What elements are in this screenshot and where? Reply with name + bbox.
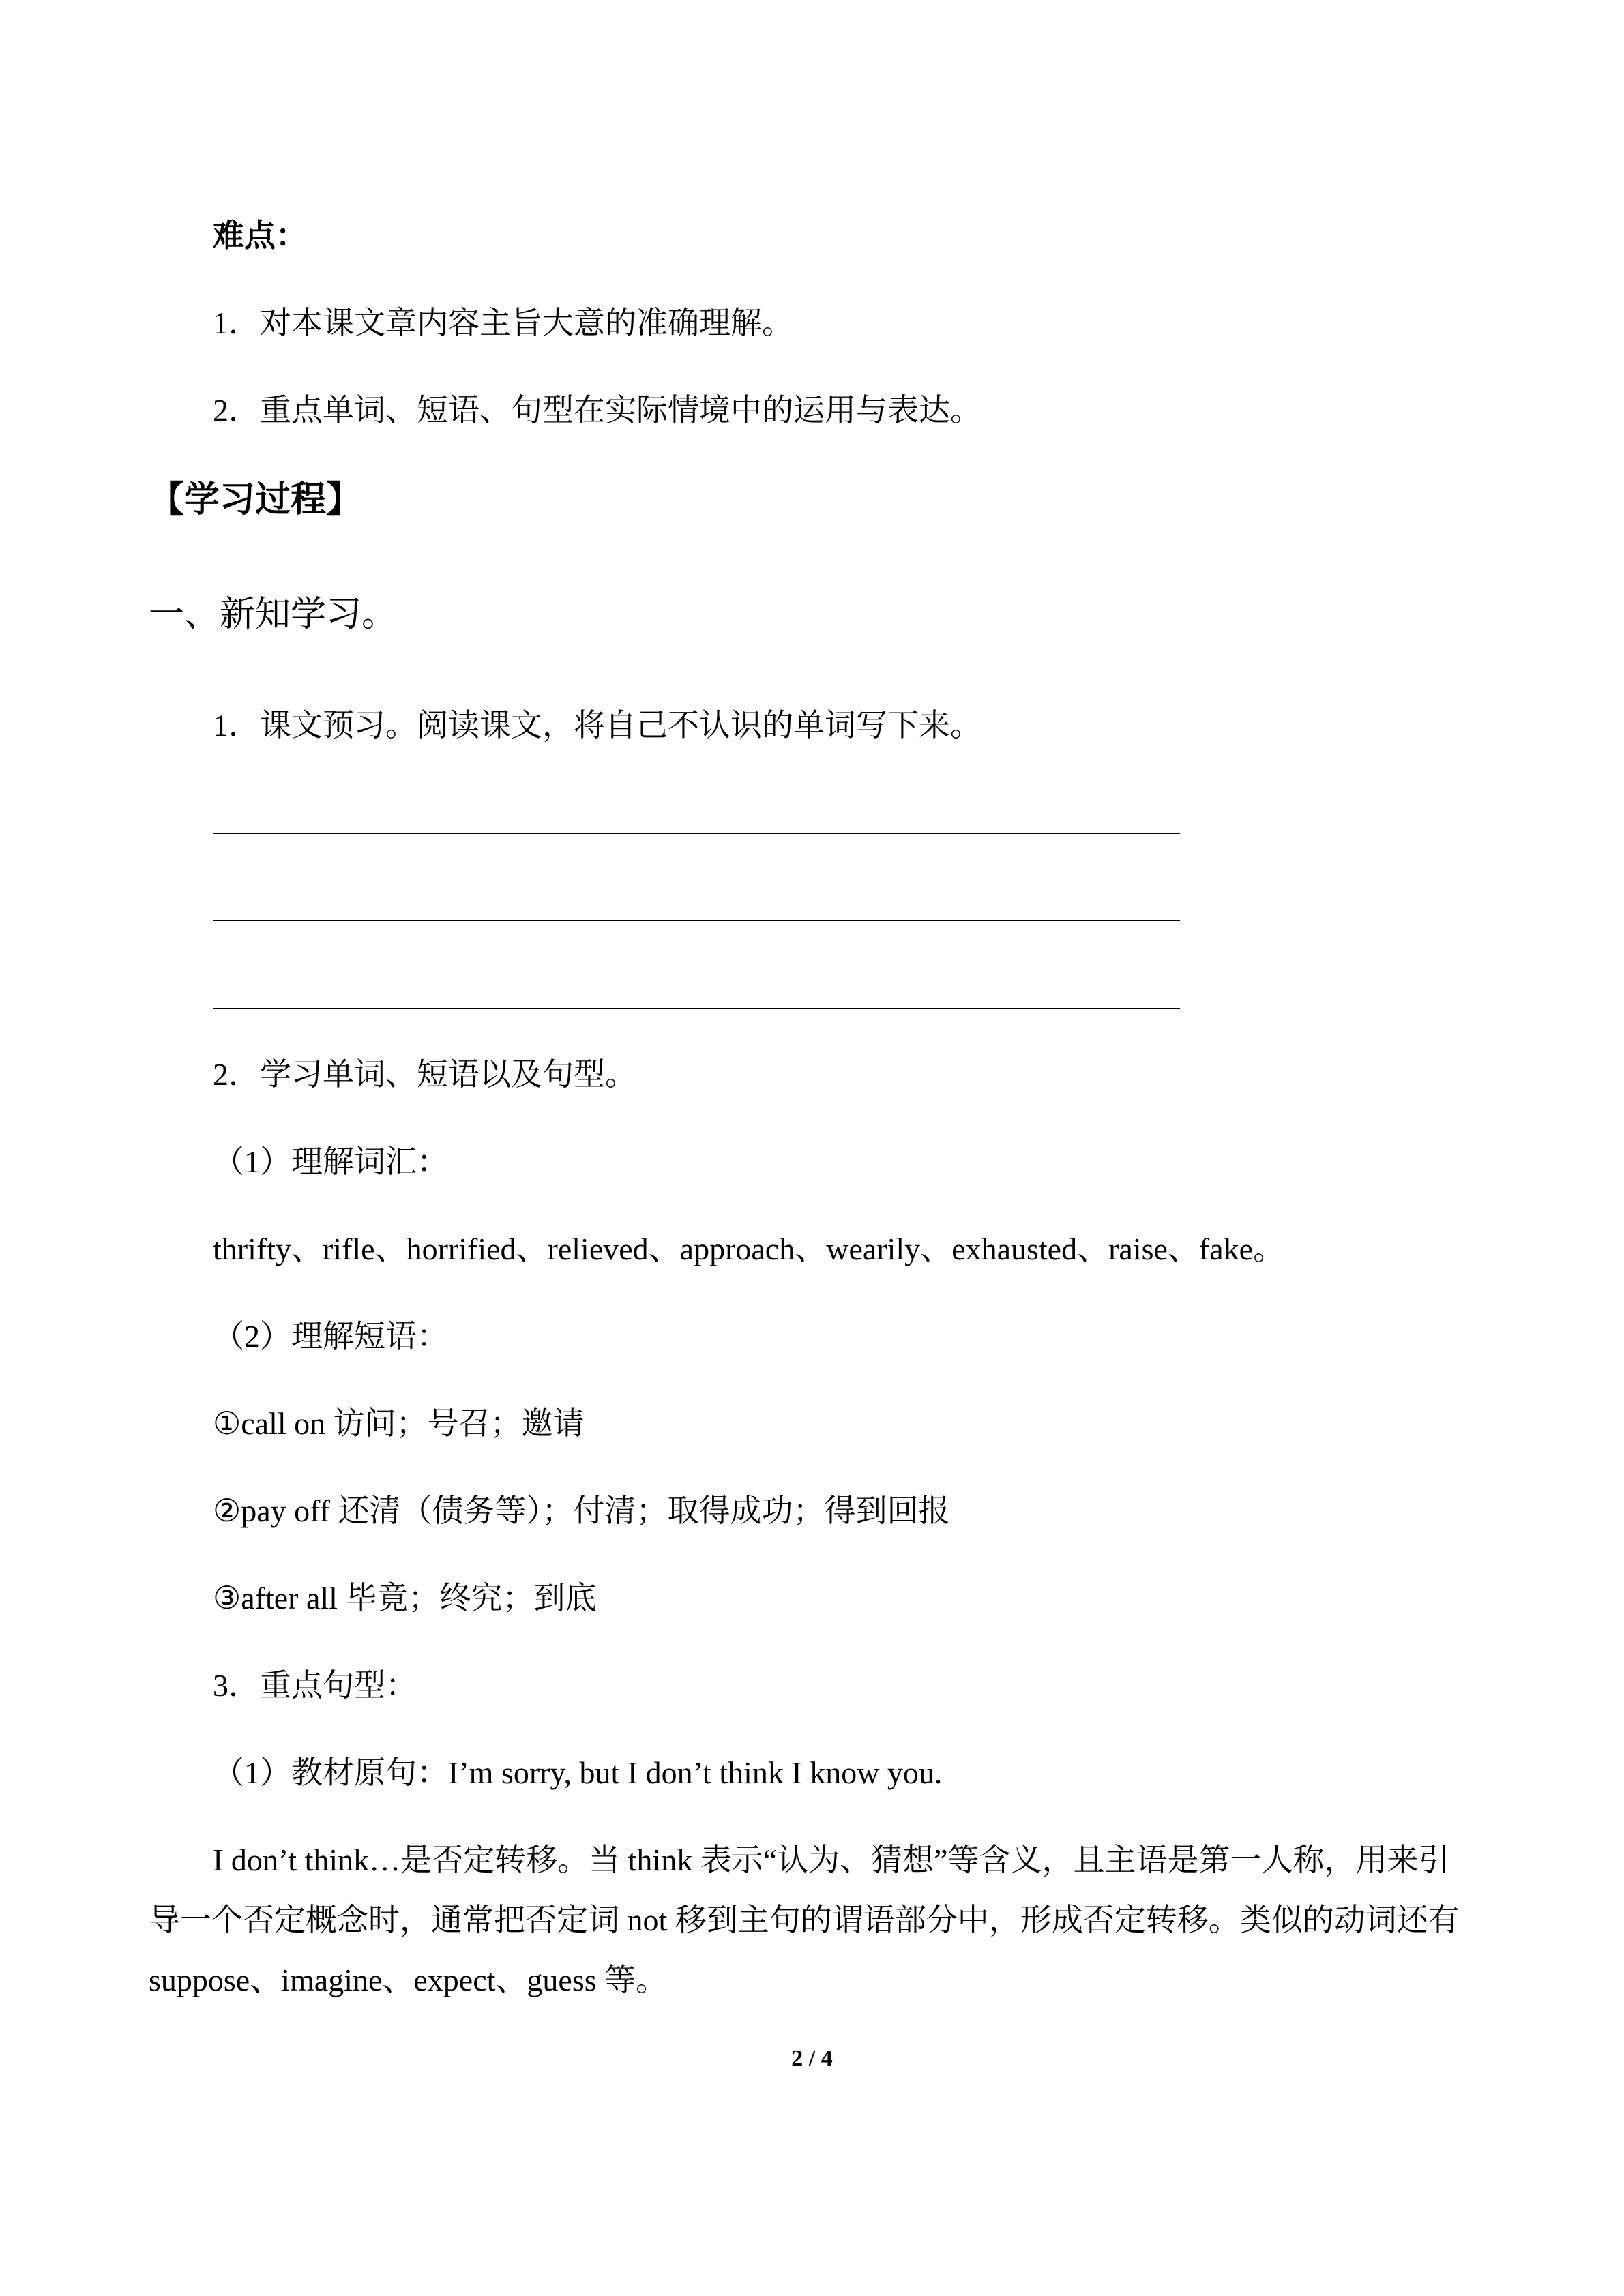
learning-process-heading: 【学习过程】	[149, 481, 362, 520]
difficulty-item-2: 2．重点单词、短语、句型在实际情境中的运用与表达。	[213, 393, 981, 428]
phrase-item-2: ②pay off 还清（债务等）；付清；取得成功；得到回报	[213, 1493, 950, 1528]
grammar-explanation: I don’t think…是否定转移。当 think 表示“认为、猜想”等含义，且主语是第一人称，用来引导一个否定概念时，通常把否定词 not 移到主句的谓语部分中，形成否定转移。类似的动词还有 suppose、imagine、expect、guess 等。	[149, 1843, 1460, 1997]
textbook-sentence: （1）教材原句：I’m sorry, but I don’t think I know you.	[213, 1755, 943, 1790]
difficulty-item-1: 1．对本课文章内容主旨大意的准确理解。	[213, 305, 793, 340]
step3-heading: 3．重点句型：	[213, 1668, 417, 1703]
step2-instruction: 2．学习单词、短语以及句型。	[213, 1057, 636, 1092]
answer-blank-line-2[interactable]	[213, 920, 1180, 921]
difficulty-label: 难点：	[213, 218, 307, 253]
part1-heading: 一、新知学习。	[149, 595, 398, 634]
vocab-words: thrifty、rifle、horrified、relieved、approach、wearily、exhausted、raise、fake。	[213, 1232, 1285, 1266]
page-indicator: 2 / 4	[791, 2046, 833, 2071]
phrase-label: （2）理解短语：	[213, 1319, 448, 1354]
phrase-item-1: ①call on 访问；号召；邀请	[213, 1406, 585, 1441]
answer-blank-line-1[interactable]	[213, 833, 1180, 834]
answer-blank-line-3[interactable]	[213, 1008, 1180, 1009]
step1-instruction: 1．课文预习。阅读课文，将自己不认识的单词写下来。	[213, 708, 981, 743]
phrase-item-3: ③after all 毕竟；终究；到底	[213, 1581, 597, 1615]
vocab-label: （1）理解词汇：	[213, 1144, 448, 1179]
